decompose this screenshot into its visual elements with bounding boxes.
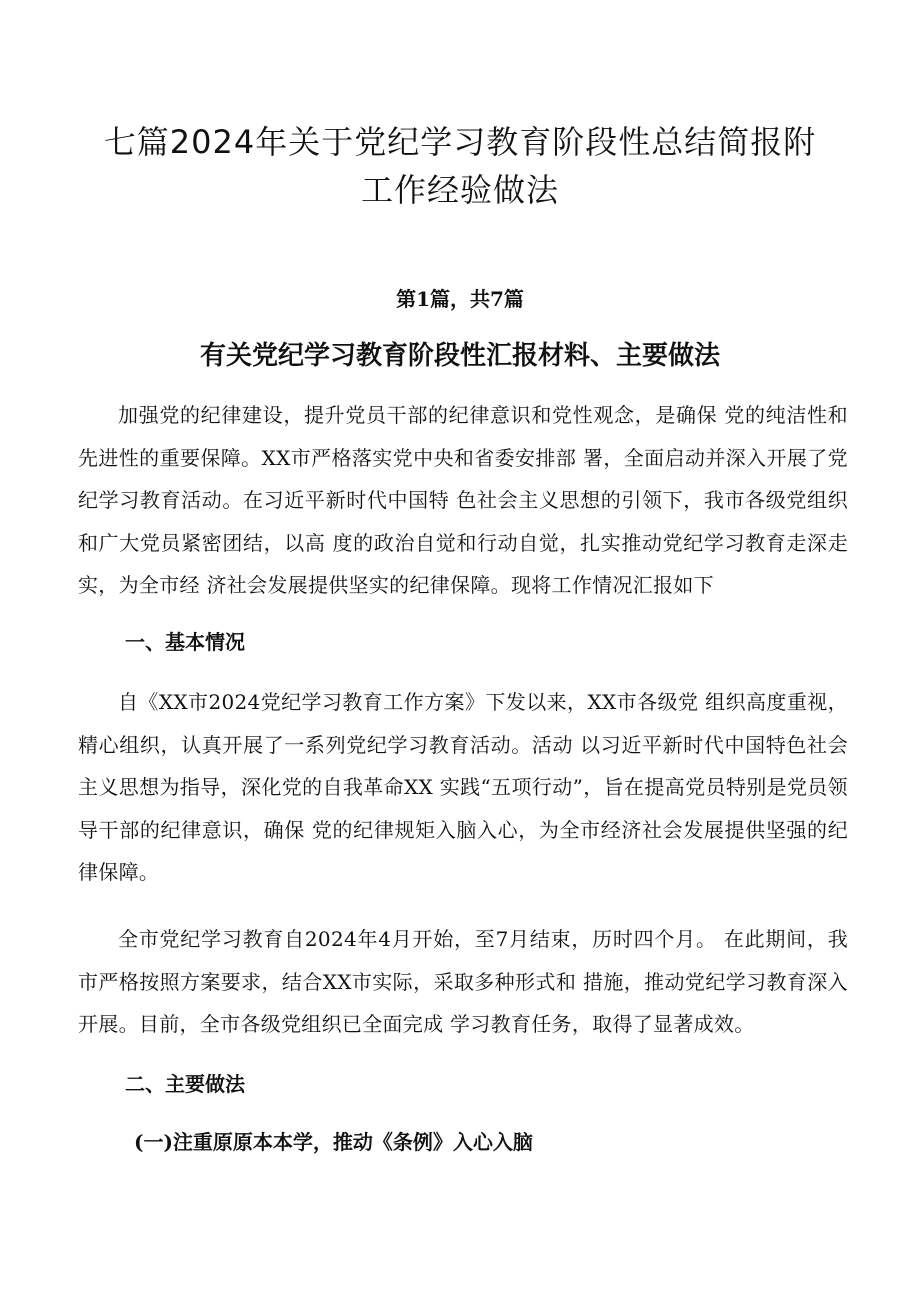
intro-paragraph: 加强党的纪律建设，提升党员干部的纪律意识和党性观念，是确保 党的纯洁性和先进性的重要保障。XX市严格落实党中央和省委安排部 署，全面启动并深入开展了党纪学习教育活动。在习近平新时代中国特 色社会主义思想的引领下，我市各级党组织和广大党员紧密团结，以高 度的政治自觉和行动自觉，扎实推动党纪学习教育走深走实，为全市经 济社会发展提供坚实的纪律保障。现将工作情况汇报如下 [78,403,848,598]
sub-heading-study-regulations: (一)注重原原本本学，推动《条例》入心入脑 [134,1130,533,1154]
section-heading-main-practices: 二、主要做法 [125,1072,245,1096]
section-heading-basic-situation: 一、基本情况 [125,630,245,654]
article-index: 第1篇，共7篇 [396,287,524,311]
document-title: 七篇2024年关于党纪学习教育阶段性总结简报附工作经验做法 [103,123,817,209]
basic-situation-paragraph-1: 自《XX市2024党纪学习教育工作方案》下发以来，XX市各级党 组织高度重视，精心组织，认真开展了一系列党纪学习教育活动。活动 以习近平新时代中国特色社会主义思想为指导，深化党的自我革命XX 实践“五项行动”，旨在提高党员特别是党员领导干部的纪律意识，确保 党的纪律规矩入脑入心，为全市经济社会发展提供坚强的纪律保障。 [78,690,848,885]
basic-situation-paragraph-2: 全市党纪学习教育自2024年4月开始，至7月结束，历时四个月。 在此期间，我市严格按照方案要求，结合XX市实际，采取多种形式和 措施，推动党纪学习教育深入开展。目前，全市各级党组织已全面完成 学习教育任务，取得了显著成效。 [78,927,848,1037]
article-title: 有关党纪学习教育阶段性汇报材料、主要做法 [199,341,720,371]
